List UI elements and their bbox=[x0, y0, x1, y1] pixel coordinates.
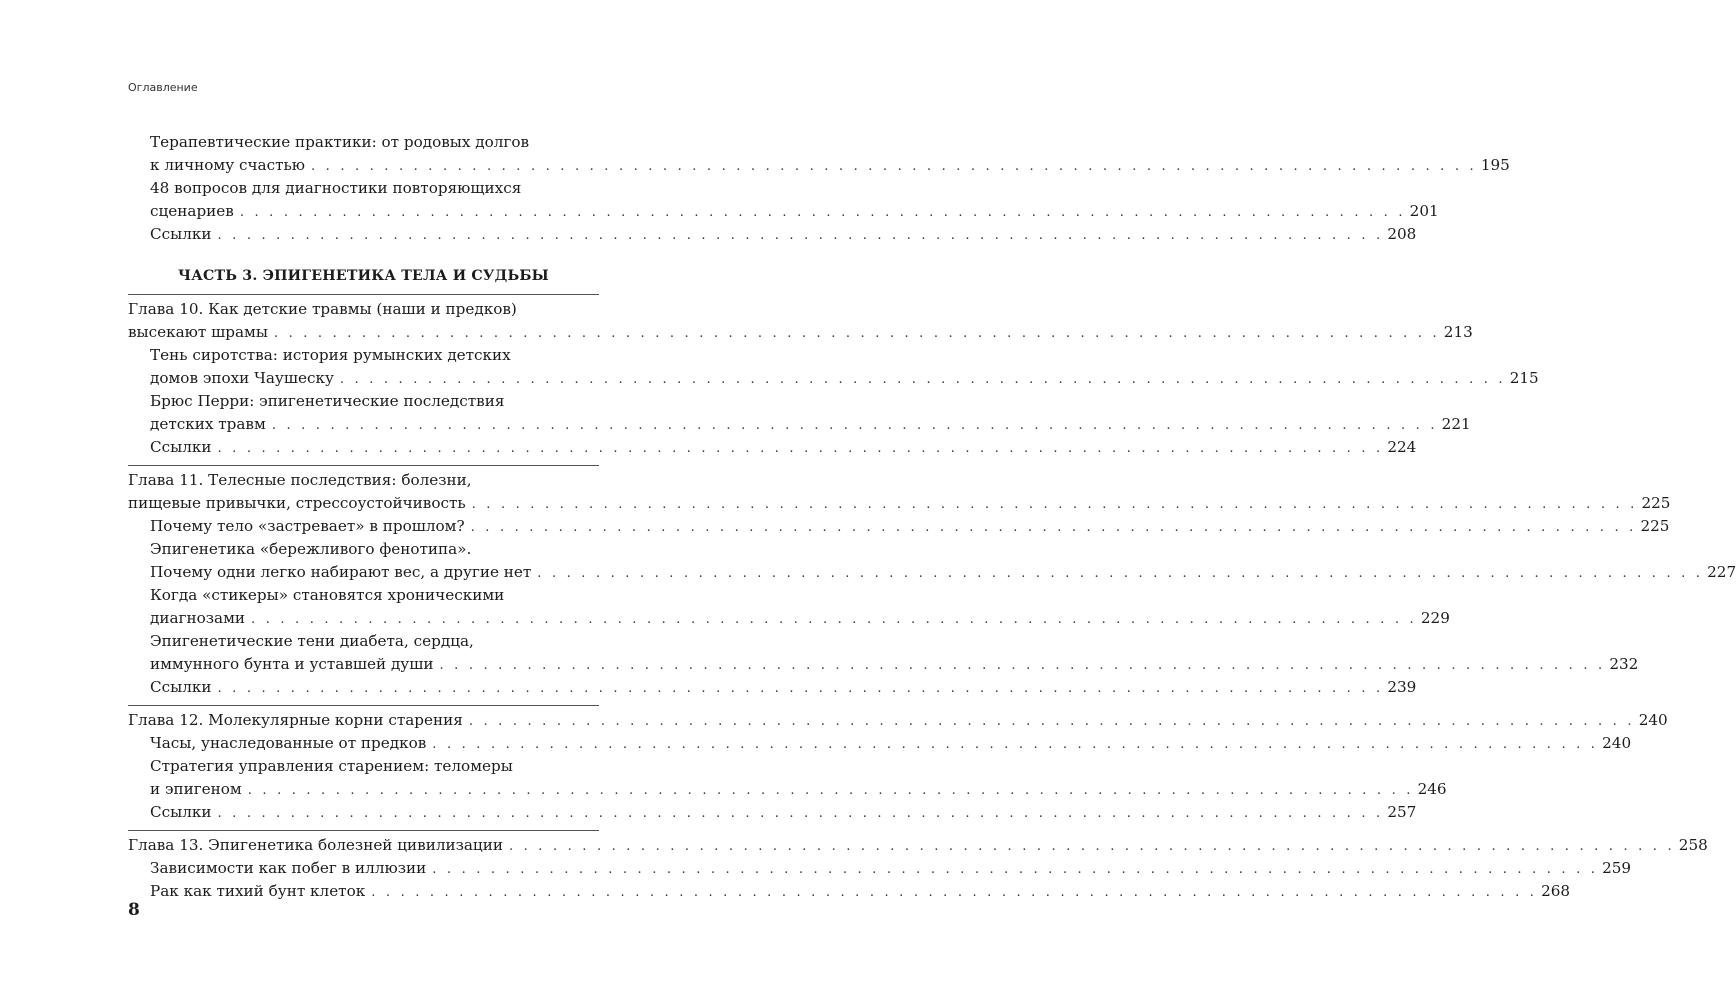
table-of-contents bbox=[128, 131, 1736, 903]
dot-leader: . . . . . . . . . . . . . . . . . . . . . . . . . . . . . . . . . . . . . . . . . . . . . . . . . . . . . . . . . . . . . . . . . . . . . . . . . . . . . . . . bbox=[432, 862, 1599, 877]
dot-leader: . . . . . . . . . . . . . . . . . . . . . . . . . . . . . . . . . . . . . . . . . . . . . . . . . . . . . . . . . . . . . . . . . . . . . . . . . . . . . . . . bbox=[339, 372, 1506, 387]
page-ref[interactable]: 257 bbox=[1387, 803, 1417, 821]
page-ref[interactable]: 240 bbox=[1638, 711, 1668, 729]
page-ref[interactable]: 232 bbox=[1609, 655, 1639, 673]
chapter-divider bbox=[128, 705, 599, 706]
toc-section-last-line bbox=[128, 436, 1417, 459]
chapter-divider bbox=[128, 465, 599, 466]
toc-section-line bbox=[128, 344, 599, 367]
toc-section[interactable] bbox=[128, 515, 1670, 538]
toc-section-last-line-text: Почему тело «застревает» в прошлом? bbox=[150, 517, 465, 535]
toc-chapter[interactable] bbox=[128, 298, 1473, 344]
toc-section[interactable] bbox=[128, 732, 1632, 755]
page-ref[interactable]: 225 bbox=[1641, 494, 1671, 512]
toc-section-last-line-text: и эпигеном bbox=[150, 780, 242, 798]
toc-section-last-line-text: Ссылки bbox=[150, 438, 212, 456]
page-ref[interactable]: 213 bbox=[1443, 323, 1473, 341]
dot-leader: . . . . . . . . . . . . . . . . . . . . . . . . . . . . . . . . . . . . . . . . . . . . . . . . . . . . . . . . . . . . . . . . . . . . . . . . . . . . . . . . bbox=[468, 714, 1635, 729]
toc-section[interactable] bbox=[128, 538, 1736, 584]
dot-leader: . . . . . . . . . . . . . . . . . . . . . . . . . . . . . . . . . . . . . . . . . . . . . . . . . . . . . . . . . . . . . . . . . . . . . . . . . . . . . . . . bbox=[239, 205, 1406, 220]
toc-section[interactable] bbox=[128, 131, 1510, 177]
toc-section[interactable] bbox=[128, 177, 1439, 223]
dot-leader: . . . . . . . . . . . . . . . . . . . . . . . . . . . . . . . . . . . . . . . . . . . . . . . . . . . . . . . . . . . . . . . . . . . . . . . . . . . . . . . . bbox=[537, 566, 1704, 581]
toc-chapter-last-line bbox=[128, 492, 1671, 515]
toc-section-last-line-text: Рак как тихий бунт клеток bbox=[150, 882, 366, 900]
toc-chapter-last-line-text: высекают шрамы bbox=[128, 323, 268, 341]
toc-section-line-text: Стратегия управления старением: теломеры bbox=[150, 757, 513, 775]
page-ref[interactable]: 258 bbox=[1678, 836, 1708, 854]
toc-chapter-line-text: Глава 10. Как детские травмы (наши и предков) bbox=[128, 300, 517, 318]
toc-section[interactable] bbox=[128, 857, 1632, 880]
toc-chapter-last-line-text: Глава 12. Молекулярные корни старения bbox=[128, 711, 463, 729]
toc-section-last-line bbox=[128, 515, 1670, 538]
toc-section-last-line bbox=[128, 154, 1510, 177]
toc-section-last-line-text: домов эпохи Чаушеску bbox=[150, 369, 334, 387]
toc-section-last-line bbox=[128, 607, 1450, 630]
toc-section-last-line-text: диагнозами bbox=[150, 609, 246, 627]
toc-chapter-line bbox=[128, 469, 599, 492]
toc-chapter-last-line-text: Глава 13. Эпигенетика болезней цивилизации bbox=[128, 836, 503, 854]
toc-chapter[interactable] bbox=[128, 709, 1668, 732]
toc-section-line bbox=[128, 538, 599, 561]
page-ref[interactable]: 215 bbox=[1509, 369, 1539, 387]
toc-chapter[interactable] bbox=[128, 834, 1708, 857]
toc-section[interactable] bbox=[128, 676, 1417, 699]
toc-section-line-text: Эпигенетика «бережливого фенотипа». bbox=[150, 540, 472, 558]
toc-section-last-line bbox=[128, 200, 1439, 223]
toc-section-last-line-text: к личному счастью bbox=[150, 156, 305, 174]
toc-section-line-text: Брюс Перри: эпигенетические последствия bbox=[150, 392, 505, 410]
toc-section-last-line-text: Почему одни легко набирают вес, а другие нет bbox=[150, 563, 532, 581]
toc-section-last-line bbox=[128, 367, 1539, 390]
dot-leader: . . . . . . . . . . . . . . . . . . . . . . . . . . . . . . . . . . . . . . . . . . . . . . . . . . . . . . . . . . . . . . . . . . . . . . . . . . . . . . . . bbox=[470, 520, 1637, 535]
page-ref[interactable]: 239 bbox=[1387, 678, 1417, 696]
toc-section-last-line bbox=[128, 223, 1417, 246]
page-ref[interactable]: 221 bbox=[1441, 415, 1471, 433]
toc-section-line bbox=[128, 630, 599, 653]
toc-section-last-line bbox=[128, 561, 1736, 584]
toc-section[interactable] bbox=[128, 630, 1639, 676]
toc-section-line-text: Терапевтические практики: от родовых долгов bbox=[150, 133, 530, 151]
toc-section-last-line bbox=[128, 413, 1471, 436]
toc-section[interactable] bbox=[128, 755, 1447, 801]
page-ref[interactable]: 227 bbox=[1707, 563, 1736, 581]
toc-section-last-line bbox=[128, 676, 1417, 699]
page-number: 8 bbox=[128, 900, 140, 920]
toc-chapter-line-text: Глава 11. Телесные последствия: болезни, bbox=[128, 471, 472, 489]
toc-section-line bbox=[128, 390, 599, 413]
toc-section-last-line bbox=[128, 801, 1417, 824]
running-head: Оглавление bbox=[128, 81, 198, 94]
toc-section-line bbox=[128, 584, 599, 607]
toc-chapter-last-line bbox=[128, 321, 1473, 344]
dot-leader: . . . . . . . . . . . . . . . . . . . . . . . . . . . . . . . . . . . . . . . . . . . . . . . . . . . . . . . . . . . . . . . . . . . . . . . . . . . . . . . . bbox=[310, 159, 1477, 174]
toc-section-last-line bbox=[128, 857, 1632, 880]
toc-section[interactable] bbox=[128, 436, 1417, 459]
toc-section-line-text: Эпигенетические тени диабета, сердца, bbox=[150, 632, 474, 650]
dot-leader: . . . . . . . . . . . . . . . . . . . . . . . . . . . . . . . . . . . . . . . . . . . . . . . . . . . . . . . . . . . . . . . . . . . . . . . . . . . . . . . . bbox=[247, 783, 1414, 798]
dot-leader: . . . . . . . . . . . . . . . . . . . . . . . . . . . . . . . . . . . . . . . . . . . . . . . . . . . . . . . . . . . . . . . . . . . . . . . . . . . . . . . . bbox=[217, 228, 1384, 243]
part-heading: ЧАСТЬ 3. ЭПИГЕНЕТИКА ТЕЛА И СУДЬБЫ bbox=[178, 268, 549, 284]
toc-chapter-last-line bbox=[128, 834, 1708, 857]
toc-section-last-line bbox=[128, 880, 1571, 903]
toc-section-line-text: 48 вопросов для диагностики повторяющихся bbox=[150, 179, 522, 197]
toc-section-last-line-text: детских травм bbox=[150, 415, 266, 433]
toc-section-line bbox=[128, 131, 599, 154]
dot-leader: . . . . . . . . . . . . . . . . . . . . . . . . . . . . . . . . . . . . . . . . . . . . . . . . . . . . . . . . . . . . . . . . . . . . . . . . . . . . . . . . bbox=[508, 839, 1675, 854]
toc-section-last-line-text: Ссылки bbox=[150, 225, 212, 243]
toc-section[interactable] bbox=[128, 223, 1417, 246]
toc-section[interactable] bbox=[128, 390, 1471, 436]
toc-section-last-line-text: сценариев bbox=[150, 202, 234, 220]
toc-section-last-line-text: Часы, унаследованные от предков bbox=[150, 734, 427, 752]
page-ref[interactable]: 259 bbox=[1602, 859, 1632, 877]
dot-leader: . . . . . . . . . . . . . . . . . . . . . . . . . . . . . . . . . . . . . . . . . . . . . . . . . . . . . . . . . . . . . . . . . . . . . . . . . . . . . . . . bbox=[217, 806, 1384, 821]
toc-section[interactable] bbox=[128, 880, 1571, 903]
toc-section-last-line bbox=[128, 778, 1447, 801]
toc-section-last-line-text: Ссылки bbox=[150, 803, 212, 821]
chapter-divider bbox=[128, 294, 599, 295]
toc-section-last-line bbox=[128, 732, 1632, 755]
dot-leader: . . . . . . . . . . . . . . . . . . . . . . . . . . . . . . . . . . . . . . . . . . . . . . . . . . . . . . . . . . . . . . . . . . . . . . . . . . . . . . . . bbox=[471, 497, 1638, 512]
dot-leader: . . . . . . . . . . . . . . . . . . . . . . . . . . . . . . . . . . . . . . . . . . . . . . . . . . . . . . . . . . . . . . . . . . . . . . . . . . . . . . . . bbox=[217, 681, 1384, 696]
toc-chapter-line bbox=[128, 298, 599, 321]
chapter-divider bbox=[128, 830, 599, 831]
toc-section-last-line-text: Зависимости как побег в иллюзии bbox=[150, 859, 427, 877]
toc-section-line-text: Когда «стикеры» становятся хроническими bbox=[150, 586, 505, 604]
page-ref[interactable]: 229 bbox=[1420, 609, 1450, 627]
dot-leader: . . . . . . . . . . . . . . . . . . . . . . . . . . . . . . . . . . . . . . . . . . . . . . . . . . . . . . . . . . . . . . . . . . . . . . . . . . . . . . . . bbox=[432, 737, 1599, 752]
page-ref[interactable]: 225 bbox=[1640, 517, 1670, 535]
page-ref[interactable]: 224 bbox=[1387, 438, 1417, 456]
page-ref[interactable]: 246 bbox=[1417, 780, 1447, 798]
toc-section-line bbox=[128, 755, 599, 778]
toc-chapter-last-line-text: пищевые привычки, стрессоустойчивость bbox=[128, 494, 466, 512]
page-ref[interactable]: 268 bbox=[1541, 882, 1571, 900]
page-ref[interactable]: 201 bbox=[1409, 202, 1439, 220]
toc-chapter-last-line bbox=[128, 709, 1668, 732]
dot-leader: . . . . . . . . . . . . . . . . . . . . . . . . . . . . . . . . . . . . . . . . . . . . . . . . . . . . . . . . . . . . . . . . . . . . . . . . . . . . . . . . bbox=[273, 326, 1440, 341]
toc-section-last-line bbox=[128, 653, 1639, 676]
toc-section-last-line-text: иммунного бунта и уставшей души bbox=[150, 655, 434, 673]
dot-leader: . . . . . . . . . . . . . . . . . . . . . . . . . . . . . . . . . . . . . . . . . . . . . . . . . . . . . . . . . . . . . . . . . . . . . . . . . . . . . . . . bbox=[271, 418, 1438, 433]
toc-section[interactable] bbox=[128, 344, 1539, 390]
dot-leader: . . . . . . . . . . . . . . . . . . . . . . . . . . . . . . . . . . . . . . . . . . . . . . . . . . . . . . . . . . . . . . . . . . . . . . . . . . . . . . . . bbox=[439, 658, 1606, 673]
dot-leader: . . . . . . . . . . . . . . . . . . . . . . . . . . . . . . . . . . . . . . . . . . . . . . . . . . . . . . . . . . . . . . . . . . . . . . . . . . . . . . . . bbox=[251, 612, 1417, 627]
page-ref[interactable]: 240 bbox=[1602, 734, 1632, 752]
toc-section[interactable] bbox=[128, 801, 1417, 824]
dot-leader: . . . . . . . . . . . . . . . . . . . . . . . . . . . . . . . . . . . . . . . . . . . . . . . . . . . . . . . . . . . . . . . . . . . . . . . . . . . . . . . . bbox=[371, 885, 1538, 900]
toc-section-last-line-text: Ссылки bbox=[150, 678, 212, 696]
page-ref[interactable]: 208 bbox=[1387, 225, 1417, 243]
dot-leader: . . . . . . . . . . . . . . . . . . . . . . . . . . . . . . . . . . . . . . . . . . . . . . . . . . . . . . . . . . . . . . . . . . . . . . . . . . . . . . . . bbox=[217, 441, 1384, 456]
toc-section-line bbox=[128, 177, 599, 200]
toc-chapter[interactable] bbox=[128, 469, 1671, 515]
toc-section[interactable] bbox=[128, 584, 1450, 630]
page-ref[interactable]: 195 bbox=[1480, 156, 1510, 174]
toc-section-line-text: Тень сиротства: история румынских детских bbox=[150, 346, 511, 364]
